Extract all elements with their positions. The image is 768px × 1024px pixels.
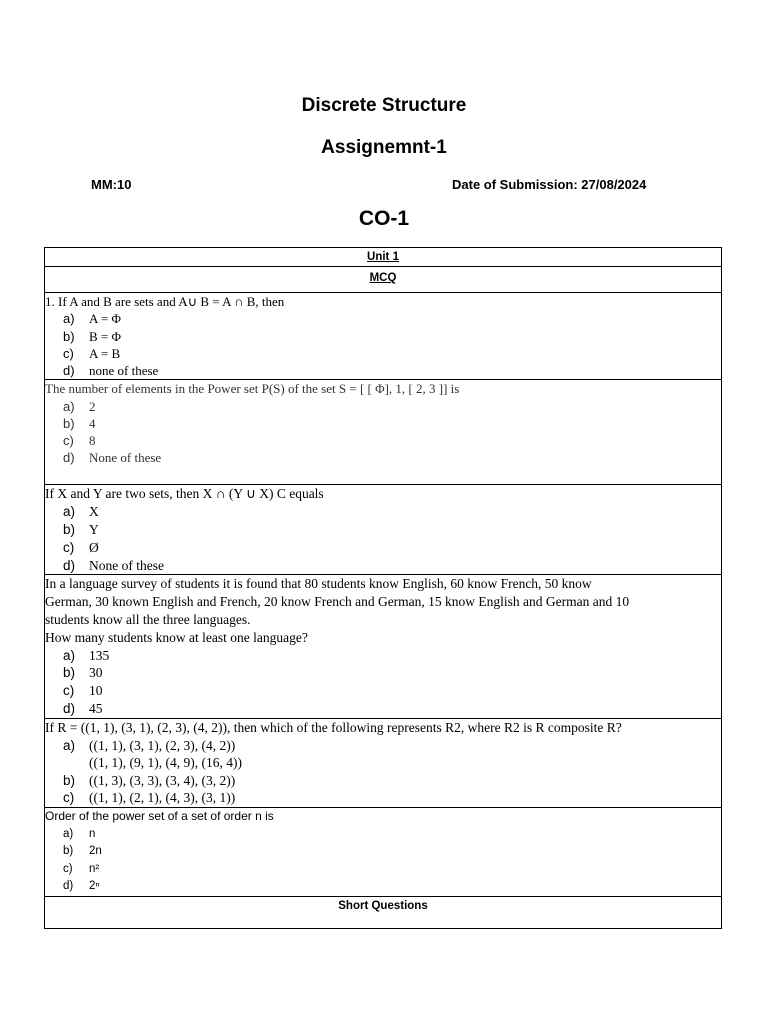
question-cell	[45, 808, 722, 897]
short-questions-row	[45, 897, 722, 929]
question-text	[45, 575, 721, 646]
option-label: a)	[63, 737, 76, 753]
course-outcome-heading: CO-1	[358, 207, 410, 230]
option	[45, 398, 721, 415]
assignment-subtitle: Assignemnt-1	[321, 137, 447, 158]
option-text: 45	[89, 701, 103, 717]
option	[45, 682, 721, 700]
option-label: c)	[63, 539, 75, 555]
option	[45, 449, 721, 466]
document-title: Discrete Structure	[301, 95, 467, 116]
question-line: In a language survey of students it is found that 80 students know English, 60 know French, 50 know	[45, 576, 592, 592]
option	[45, 539, 721, 557]
option	[45, 861, 721, 878]
question-text: If X and Y are two sets, then X ∩ (Y ∪ X) C equals	[45, 486, 324, 502]
option-label: b)	[63, 522, 76, 538]
option-text: n	[89, 827, 96, 840]
question-text: If R = ((1, 1), (3, 1), (2, 3), (4, 2)), then which of the following represents R2, where R2 is R composite R?	[45, 720, 622, 736]
option	[45, 737, 721, 754]
unit-row	[45, 248, 722, 267]
option-label: b)	[63, 845, 74, 858]
option-label: c)	[63, 790, 75, 806]
option	[45, 700, 721, 718]
option-label: a)	[63, 311, 75, 327]
question-cell	[45, 719, 722, 808]
option-label: d)	[63, 450, 75, 466]
option-text: None of these	[89, 557, 164, 573]
option-label: c)	[63, 345, 74, 361]
option	[45, 647, 721, 665]
option-label: a)	[63, 827, 74, 840]
question-row	[45, 719, 722, 808]
option-list	[45, 398, 721, 467]
submission-date: Date of Submission: 27/08/2024	[452, 177, 647, 192]
option-label: a)	[63, 398, 75, 414]
question-row	[45, 380, 722, 485]
question-line: students know all the three languages.	[45, 612, 251, 628]
option-text: None of these	[89, 450, 162, 466]
option-list	[45, 737, 721, 807]
question-cell	[45, 380, 722, 485]
question-text: The number of elements in the Power set P(S) of the set S = [ [ Φ], 1, [ 2, 3 ]] is	[45, 381, 460, 397]
option-text: Ø	[89, 539, 99, 555]
option-text: 135	[89, 647, 110, 663]
option-label: d)	[63, 880, 74, 893]
option-label: b)	[63, 772, 76, 788]
option-text: 8	[89, 433, 96, 449]
option-label: b)	[63, 415, 75, 431]
option-list	[45, 310, 721, 379]
mcq-row	[45, 267, 722, 293]
option	[45, 826, 721, 843]
question-line: German, 30 known English and French, 20 know French and German, 15 know English and German and 10	[45, 594, 630, 610]
option-text: B = Φ	[89, 328, 122, 344]
option	[45, 362, 721, 379]
option-text: ((1, 1), (2, 1), (4, 3), (3, 1))	[89, 790, 236, 806]
question-line: How many students know at least one language?	[45, 629, 308, 645]
option-text: n²	[89, 862, 100, 875]
option	[45, 772, 721, 789]
option-text: A = Φ	[89, 311, 122, 327]
question-row	[45, 808, 722, 897]
option-text: 2	[89, 398, 96, 414]
option-list	[45, 647, 721, 718]
option-label: c)	[63, 683, 75, 699]
option-text: X	[89, 504, 99, 520]
question-cell	[45, 575, 722, 719]
questions-table	[44, 247, 722, 929]
question-cell	[45, 485, 722, 575]
option	[45, 557, 721, 575]
short-questions-heading: Short Questions	[45, 897, 722, 929]
question-row	[45, 485, 722, 575]
question-text: 1. If A and B are sets and A∪ B = A ∩ B, then	[45, 294, 285, 309]
option-text: 4	[89, 415, 96, 431]
question-cell	[45, 293, 722, 380]
option-continuation	[45, 754, 721, 771]
option-label: c)	[63, 433, 74, 449]
option-text: ((1, 1), (9, 1), (4, 9), (16, 4))	[89, 755, 242, 771]
option	[45, 415, 721, 432]
option-text: ((1, 3), (3, 3), (3, 4), (3, 2))	[89, 772, 236, 788]
option-text: 2ⁿ	[89, 880, 100, 893]
mcq-heading: MCQ	[45, 267, 722, 293]
option-label: d)	[63, 363, 75, 379]
option-label: d)	[63, 557, 76, 573]
option-text: 30	[89, 665, 103, 681]
option	[45, 432, 721, 449]
option-text: 10	[89, 683, 103, 699]
option	[45, 328, 721, 345]
max-marks: MM:10	[91, 177, 132, 192]
question-row	[45, 293, 722, 380]
option-label: b)	[63, 665, 76, 681]
option-text: 2n	[89, 845, 102, 858]
question-text: Order of the power set of a set of order n is	[45, 809, 274, 824]
option-label: a)	[63, 647, 76, 663]
option-text: ((1, 1), (3, 1), (2, 3), (4, 2))	[89, 737, 236, 753]
option	[45, 789, 721, 806]
option	[45, 345, 721, 362]
option	[45, 878, 721, 895]
option-label: d)	[63, 701, 76, 717]
option-text: Y	[89, 522, 99, 538]
option-label: b)	[63, 328, 75, 344]
option-label: c)	[63, 862, 73, 875]
option	[45, 503, 721, 521]
option	[45, 664, 721, 682]
option-text: A = B	[89, 345, 121, 361]
option-label: a)	[63, 504, 76, 520]
question-row	[45, 575, 722, 719]
option	[45, 843, 721, 860]
option-text: none of these	[89, 363, 159, 379]
unit-heading: Unit 1	[45, 248, 722, 267]
option	[45, 310, 721, 327]
option	[45, 521, 721, 539]
option-list	[45, 503, 721, 574]
option-list	[45, 826, 721, 896]
